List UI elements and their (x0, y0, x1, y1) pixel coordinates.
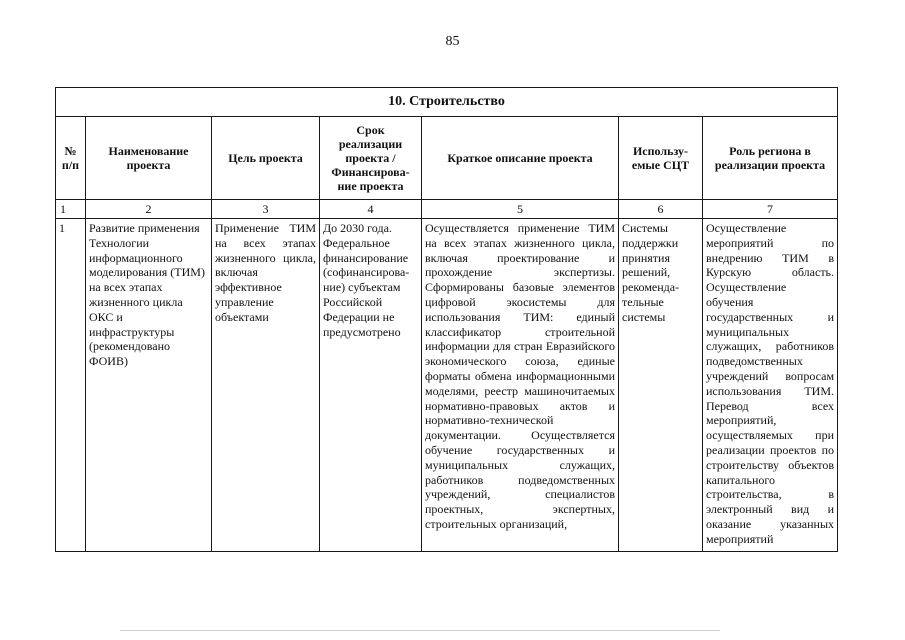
header-tools: Использу-емые СЦТ (619, 117, 703, 200)
column-number: 2 (86, 200, 212, 219)
column-number: 5 (422, 200, 619, 219)
header-description: Краткое описание проекта (422, 117, 619, 200)
scan-edge-line (120, 630, 720, 631)
column-numbers-row (56, 200, 838, 219)
column-number: 7 (703, 200, 838, 219)
project-description-cell: Осуществляется применение ТИМ на всех этапах жизненного цикла, включая проектирование и прохождение экспертизы. Сформированы базовые элементов цифровой экосистемы для использования ТИМ: единый классификатор строительной информации для стран Евразийского экономического союза, единые форматы обмена информационными моделями, реестр машиночитаемых нормативно-правовых актов и нормативно-технической документации. Осуществляется обучение государственных и муниципальных служащих, работников подведомственных учреждений, специалистов проектных, экспертных, строительных организаций, (422, 219, 619, 552)
header-num: № п/п (56, 117, 86, 200)
project-term-cell: До 2030 года. Федеральное финансирование (софинансирова-ние) субъектам Российской Федерации не предусмотрено (320, 219, 422, 552)
section-title-row (56, 88, 838, 117)
header-role: Роль региона в реализации проекта (703, 117, 838, 200)
project-role-cell: Осуществление мероприятий по внедрению ТИМ в Курскую область. Осуществление обучения государственных и муниципальных служащих, работников подведомственных учреждений вопросам использования ТИМ. Перевод всех мероприятий, осуществляемых при реализации проектов по строительству объектов капитального строительства, в электронный вид и оказание указанных мероприятий (703, 219, 838, 552)
project-tools-cell: Системы поддержки принятия решений, рекоменда-тельные системы (619, 219, 703, 552)
column-number: 1 (56, 200, 86, 219)
row-num-cell: 1 (56, 219, 86, 552)
table-row (56, 219, 838, 552)
column-number: 6 (619, 200, 703, 219)
header-row (56, 117, 838, 200)
header-goal: Цель проекта (212, 117, 320, 200)
section-title: 10. Строительство (56, 88, 838, 117)
header-name: Наименование проекта (86, 117, 212, 200)
column-number: 4 (320, 200, 422, 219)
column-number: 3 (212, 200, 320, 219)
header-term: Срок реализации проекта / Финансирова-ние проекта (320, 117, 422, 200)
page-number: 85 (445, 34, 460, 49)
project-goal-cell: Применение ТИМ на всех этапах жизненного цикла, включая эффективное управление объектами (212, 219, 320, 552)
projects-table (55, 87, 838, 552)
project-name-cell: Развитие применения Технологии информационного моделирования (ТИМ) на всех этапах жизненного цикла ОКС и инфраструктуры (рекомендовано ФОИВ) (86, 219, 212, 552)
